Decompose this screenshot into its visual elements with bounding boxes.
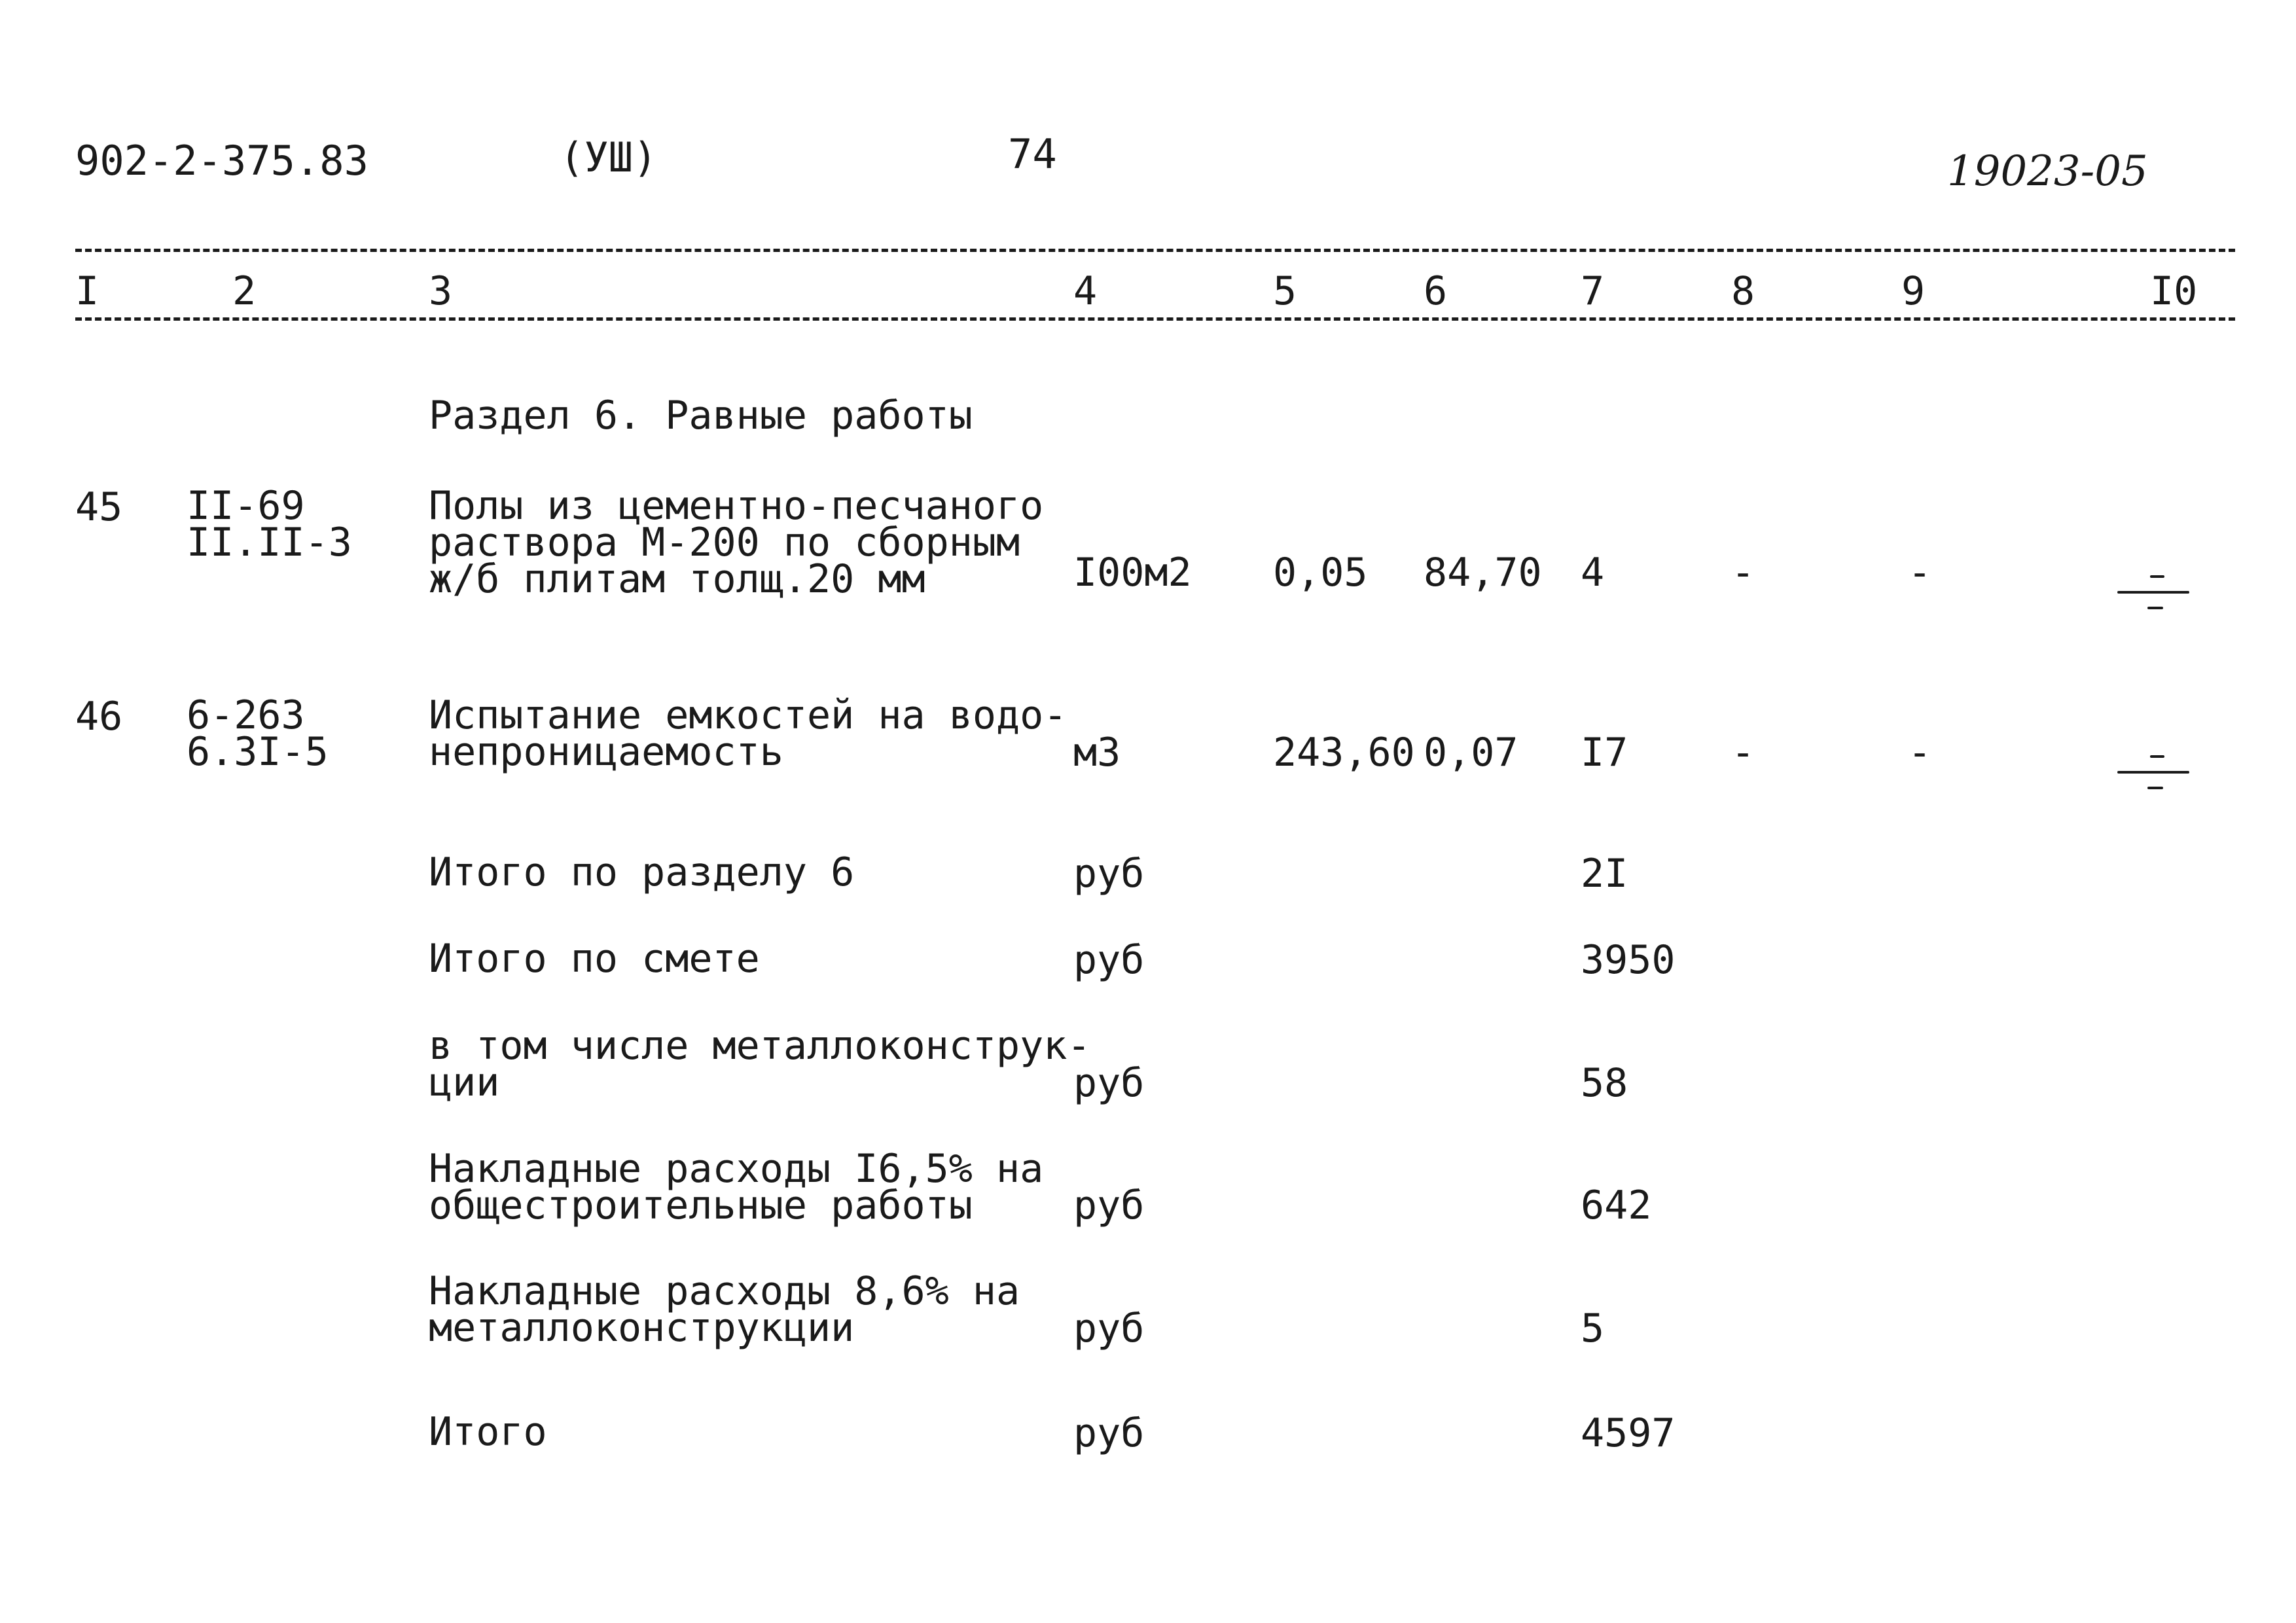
column-number: 3 xyxy=(429,268,453,314)
work-description: Полы из цементно-песчаного раствора М-200 по сборным ж/б плитам толщ.20 мм xyxy=(429,483,1044,602)
work-description: Испытание емкостей на водо- непроницаемость xyxy=(429,692,1067,775)
bottom-dashed-rule xyxy=(75,317,2235,321)
column-8-value: - xyxy=(1731,730,1755,776)
fraction-mark xyxy=(2117,753,2189,792)
column-number: I xyxy=(75,268,99,314)
summary-value: 5 xyxy=(1581,1306,1605,1351)
quantity: 243,60 xyxy=(1273,730,1415,776)
total-cost: 4 xyxy=(1581,550,1605,596)
summary-value: 3950 xyxy=(1581,937,1676,983)
inventory-number: 19023-05 xyxy=(1947,147,2148,196)
column-number: 7 xyxy=(1581,268,1605,314)
unit-price: 0,07 xyxy=(1424,730,1518,776)
unit-of-measure: I00м2 xyxy=(1073,550,1192,596)
unit-price: 84,70 xyxy=(1424,550,1542,596)
rate-code: 6-263 6.3I-5 xyxy=(187,692,329,775)
summary-value: 2I xyxy=(1581,851,1628,897)
summary-value: 642 xyxy=(1581,1183,1652,1228)
row-number: 46 xyxy=(75,694,123,740)
column-9-value: - xyxy=(1908,550,1932,596)
top-dashed-rule xyxy=(75,249,2235,252)
summary-unit: руб xyxy=(1073,851,1145,897)
document-code: 902-2-375.83 xyxy=(75,137,368,185)
column-number: I0 xyxy=(2150,268,2198,314)
summary-unit: руб xyxy=(1073,1060,1145,1106)
total-cost: I7 xyxy=(1581,730,1628,776)
summary-value: 4597 xyxy=(1581,1410,1676,1456)
summary-label: в том числе металлоконструк- ции xyxy=(429,1023,1091,1105)
rate-code: II-69 II.II-3 xyxy=(187,483,352,565)
column-number: 9 xyxy=(1901,268,1926,314)
column-number: 8 xyxy=(1731,268,1755,314)
unit-of-measure: м3 xyxy=(1073,730,1121,776)
column-number: 2 xyxy=(232,268,257,314)
quantity: 0,05 xyxy=(1273,550,1368,596)
summary-label: Накладные расходы 8,6% на металлоконструкции xyxy=(429,1268,1020,1351)
column-number: 5 xyxy=(1273,268,1297,314)
page-number: 74 xyxy=(1008,130,1057,178)
summary-value: 58 xyxy=(1581,1060,1628,1106)
summary-unit: руб xyxy=(1073,1306,1145,1351)
summary-label: Итого по смете xyxy=(429,936,760,982)
row-number: 45 xyxy=(75,484,123,530)
summary-unit: руб xyxy=(1073,937,1145,983)
column-9-value: - xyxy=(1908,730,1932,776)
summary-unit: руб xyxy=(1073,1183,1145,1228)
summary-label: Накладные расходы I6,5% на общестроительные работы xyxy=(429,1146,1044,1228)
column-number: 6 xyxy=(1424,268,1448,314)
volume-label: (УШ) xyxy=(560,134,658,181)
column-8-value: - xyxy=(1731,550,1755,596)
summary-label: Итого xyxy=(429,1409,547,1455)
summary-unit: руб xyxy=(1073,1410,1145,1456)
column-number: 4 xyxy=(1073,268,1098,314)
summary-label: Итого по разделу 6 xyxy=(429,849,855,895)
section-title: Раздел 6. Равные работы xyxy=(429,393,973,438)
fraction-mark xyxy=(2117,573,2189,612)
